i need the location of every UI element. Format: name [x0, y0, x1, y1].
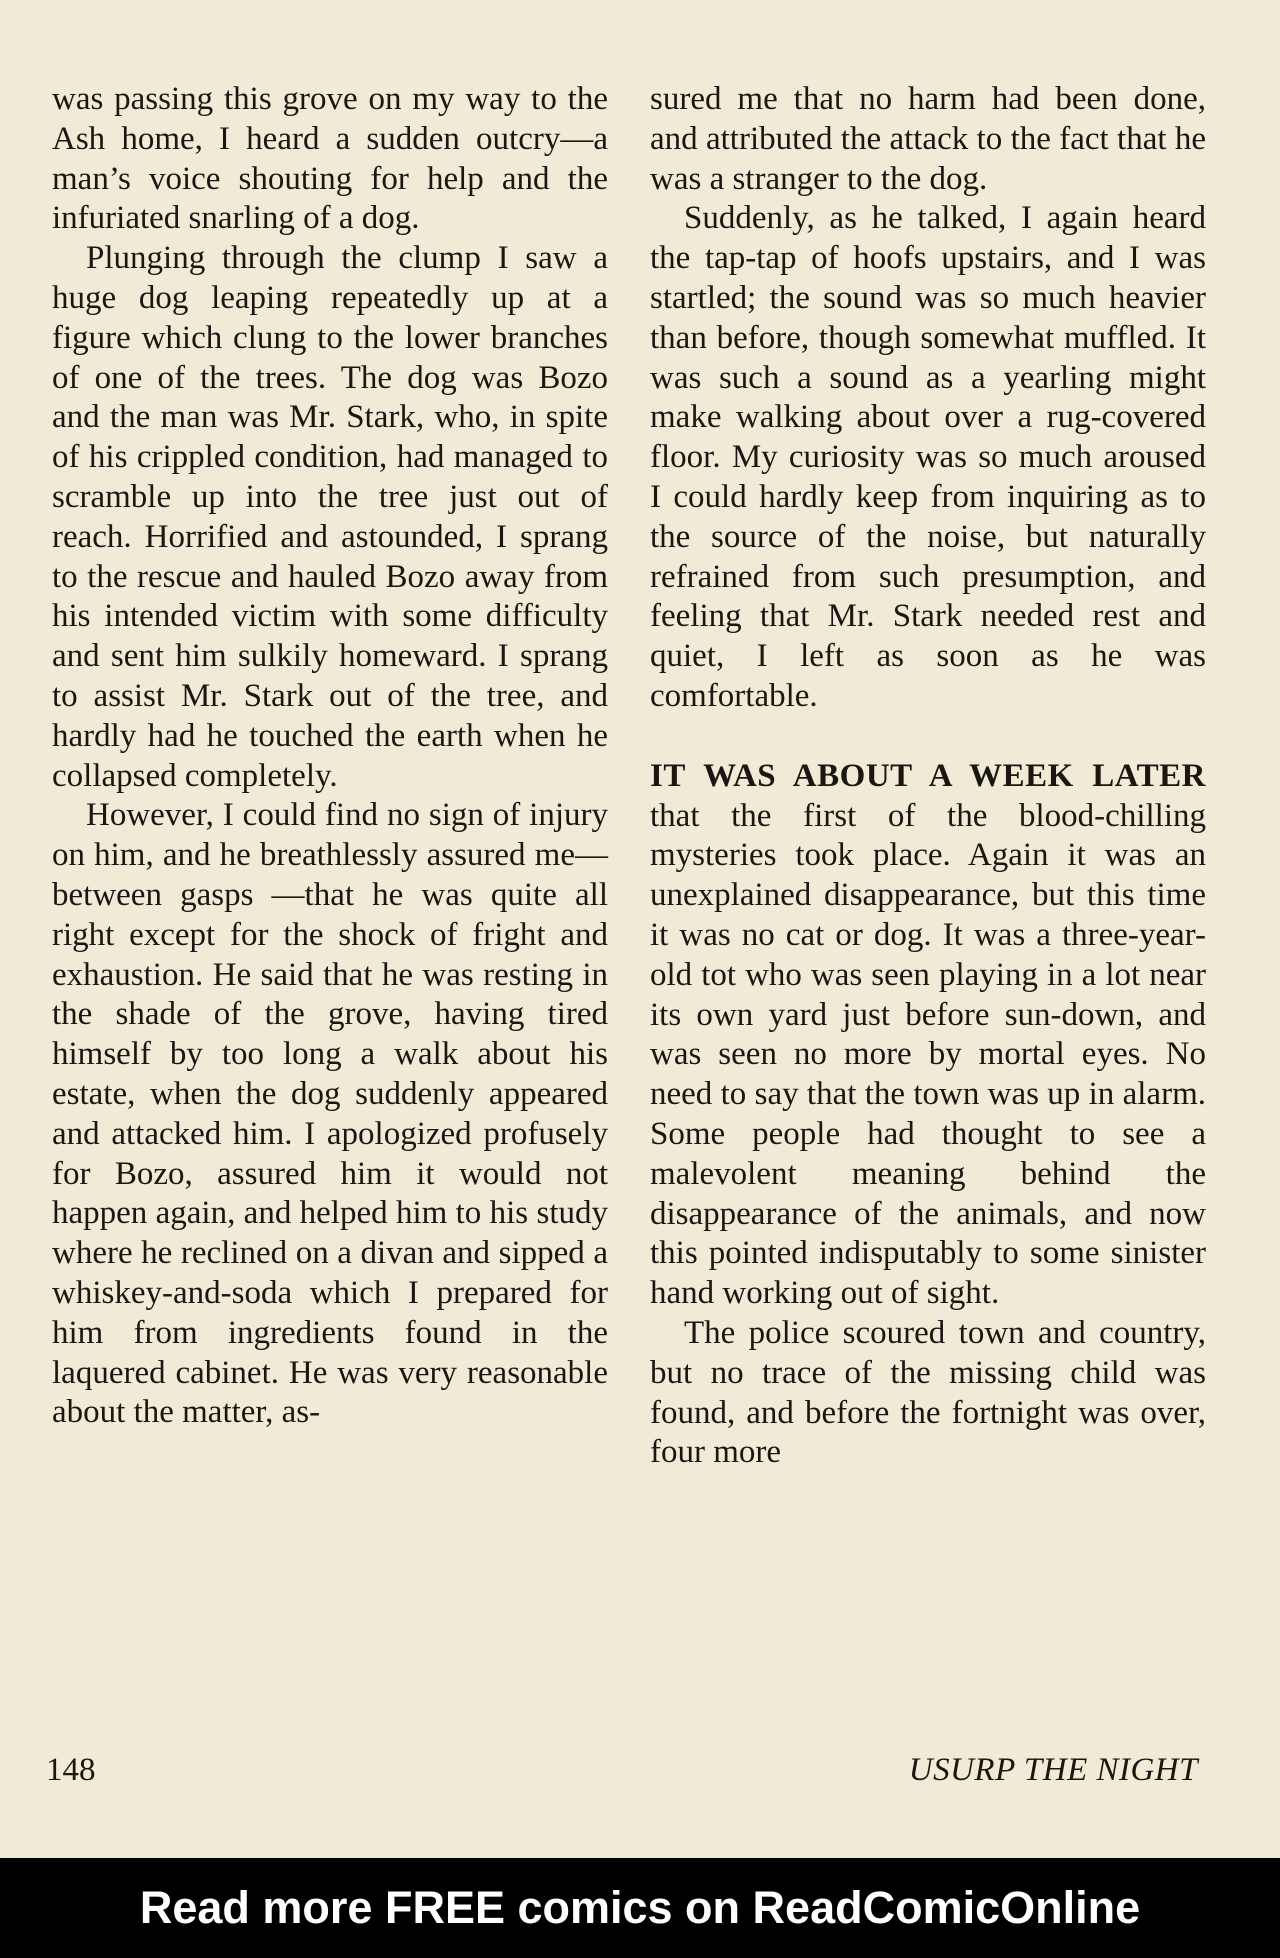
page-number: 148: [46, 1752, 96, 1788]
paragraph: sured me that no harm had been done, and attributed the attack to the fact that he was a stranger to the dog.: [650, 81, 1206, 197]
paragraph: Suddenly, as he talked, I again heard the tap-tap of hoofs upstairs, and I was startled; the sound was so much heavier than before, though somewhat muffled. It was such a sound as a yearling might make walking about over a rug-covered floor. My curiosity was so much aroused I could hardly keep from inquiring as to the source of the noise, but naturally refrained from such presumption, and feeling that Mr. Stark needed rest and quiet, I left as soon as he was comfortable.: [650, 200, 1206, 714]
paragraph: However, I could find no sign of injury on him, and he breathlessly assured me—between gasps —that he was quite all right except for the shock of fright and exhaustion. He said that he was resting in the shade of the grove, having tired himself by too long a walk about his estate, when the dog suddenly appeared and attacked him. I apologized profusely for Bozo, assured him it would not happen again, and helped him to his study where he reclined on a divan and sipped a whiskey-and-soda which I prepared for him from ingredients found in the laquered cabinet. He was very reasonable about the matter, as-: [52, 797, 608, 1431]
running-title: USURP THE NIGHT: [908, 1752, 1198, 1788]
paragraph: The police scoured town and country, but no trace of the missing child was found, and before the fortnight was over, four more: [650, 1314, 1206, 1471]
right-column: [650, 80, 1206, 1473]
paragraph: was passing this grove on my way to the Ash home, I heard a sudden outcry—a man’s voice shouting for help and the infuriated snarling of a dog.: [52, 81, 608, 237]
promo-banner-text: Read more FREE comics on ReadComicOnline: [139, 1882, 1141, 1933]
paragraph: Plunging through the clump I saw a huge dog leaping repeatedly up at a figure which clung to the lower branches of one of the trees. The dog was Bozo and the man was Mr. Stark, who, in spite of his crippled condition, had managed to scramble up into the tree just out of reach. Horrified and astounded, I sprang to the rescue and hauled Bozo away from his intended victim with some difficulty and sent him sulkily homeward. I sprang to assist Mr. Stark out of the tree, and hardly had he touched the earth when he collapsed completely.: [52, 240, 608, 794]
section-text: that the first of the blood-chilling mysteries took place. Again it was an unexplained disappearance, but this time it was no cat or dog. It was a three-year-old tot who was seen playing in a lot near its own yard just before sun-down, and was seen no more by mortal eyes. No need to say that the town was up in alarm. Some people had thought to see a malevolent meaning behind the disappearance of the animals, and now this pointed indisputably to some sinister hand working out of sight.: [650, 797, 1206, 1312]
section-lead-in: IT WAS ABOUT A WEEK LATER: [650, 757, 1206, 794]
section-paragraph: [650, 757, 1206, 1314]
left-column: [52, 80, 608, 1433]
promo-banner[interactable]: [0, 1858, 1280, 1958]
